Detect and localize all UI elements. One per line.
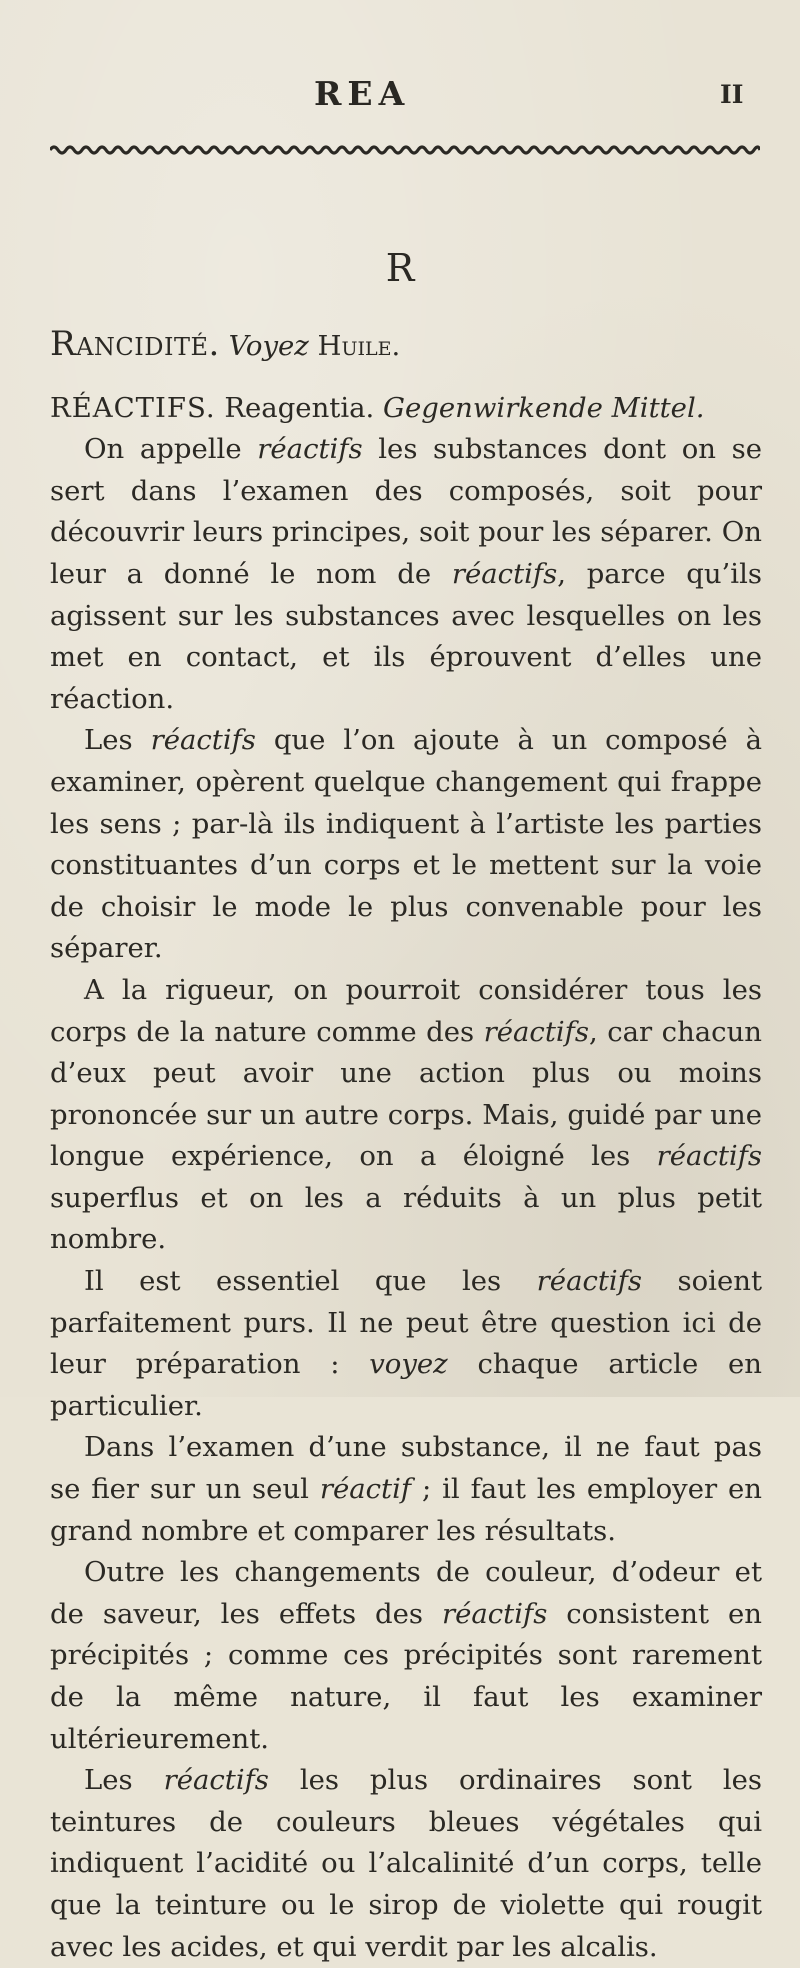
paragraph: Les réactifs que l’on ajoute à un composé à examiner, opèrent quelque changement qui frappe les sens ; par-là ils indiquent à l’artiste les parties constituantes d’un corps et le mettent sur la voie de choisir le mode le plus convenable pour les séparer.	[50, 724, 762, 965]
paragraph: Les réactifs les plus ordinaires sont les teintures de couleurs bleues végétales qui indiquent l’acidité ou l’alcalinité d’un corps, telle que la teinture ou le sirop de violette qui rougit avec les acides, et qui verdit par les alcalis.	[50, 1764, 763, 1963]
paragraph: Il est essentiel que les réactifs soient parfaitement purs. Il ne peut être question ici de leur préparation : voyez chaque article en particulier.	[50, 1265, 763, 1422]
german-name: Gegenwirkende Mittel.	[383, 391, 705, 424]
paragraph: On appelle réactifs les substances dont on se sert dans l’examen des composés, soit pour découvrir leurs principes, soit pour les séparer. On leur a donné le nom de réactifs, parce qu’ils agissent sur les substances avec lesquelles on les met en contact, et ils éprouvent d’elles une réaction.	[50, 433, 763, 715]
entry-rancidite	[50, 324, 762, 368]
voyez-label: Voyez	[228, 330, 309, 362]
entry-reactifs	[50, 388, 762, 430]
cross-reference: Huile.	[317, 330, 401, 362]
running-title: REA	[314, 74, 411, 113]
ornamental-rule	[50, 144, 760, 156]
running-head	[0, 74, 800, 114]
section-letter: R	[385, 246, 415, 290]
paragraph: A la rigueur, on pourroit considérer tous les corps de la nature comme des réactifs, car chacun d’eux peut avoir une action plus ou moins prononcée sur un autre corps. Mais, guidé par une longue expérience, on a éloigné les réactifs superflus et on les a réduits à un plus petit nombre.	[50, 973, 762, 1256]
latin-name: Reagentia.	[224, 391, 375, 424]
text-body	[50, 324, 762, 1968]
paragraph: Dans l’examen d’une substance, il ne faut pas se fier sur un seul réactif ; il faut les employer en grand nombre et comparer les résultats.	[50, 1431, 762, 1547]
page-number: II	[720, 80, 744, 109]
headword-rancidite: Rancidité.	[50, 324, 220, 364]
headword-reactifs: RÉACTIFS.	[50, 391, 216, 424]
paragraph: Outre les changements de couleur, d’odeur et de saveur, les effets des réactifs consistent en précipités ; comme ces précipités sont rarement de la même nature, il faut les examiner ultérieurement.	[50, 1556, 762, 1755]
